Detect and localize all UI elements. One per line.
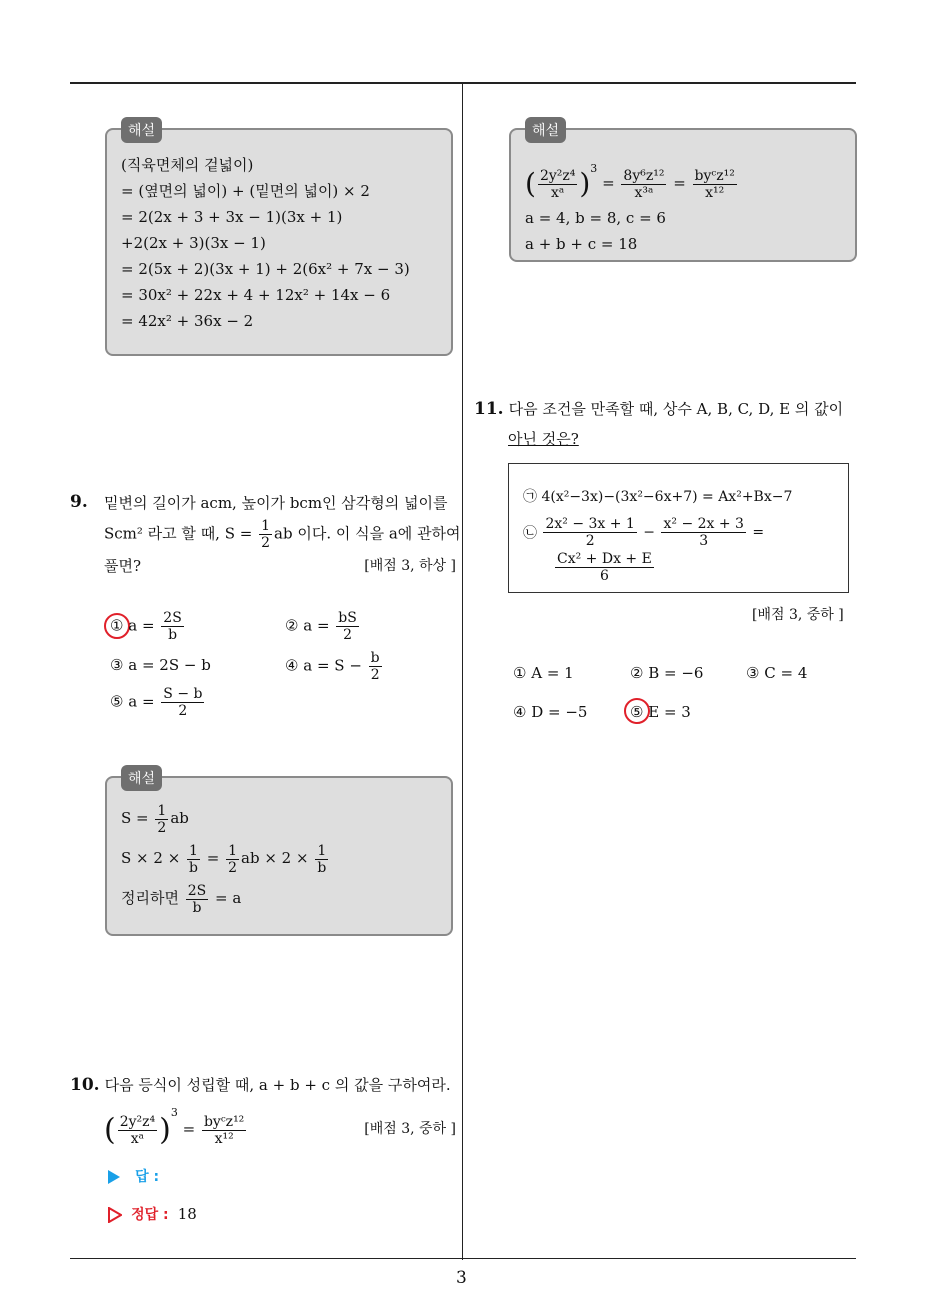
condition-box — [508, 463, 849, 593]
correct-answer-row — [108, 1204, 197, 1224]
question-text — [104, 518, 461, 551]
equation: ( $\frac{\text{2y²z⁴}}{\text{xᵃ}}$ )$^3$ = $\frac{\text{byᶜz¹²}}{\text{x¹²}}$ [배점 3, 중하 ] — [104, 1106, 456, 1148]
solution-line: a + b + c = 18 — [525, 235, 638, 253]
option-4[interactable]: ④ a = S − $\frac{b}{2}$ — [285, 650, 380, 683]
question-text: 다음 등식이 성립할 때, a + b + c 의 값을 구하여라. — [104, 1076, 451, 1094]
solution-line: +2(2x + 3)(3x − 1) — [121, 234, 266, 252]
solution-line: = 2(5x + 2)(3x + 1) + 2(6x² + 7x − 3) — [121, 260, 410, 278]
solution-box-q9 — [105, 771, 453, 936]
question-text — [104, 551, 456, 581]
solution-line: = (옆면의 넓이) + (밑면의 넓이) × 2 — [121, 182, 370, 200]
solution-line: S = $\frac{1}{2}$ ab — [121, 802, 189, 836]
top-rule — [70, 82, 856, 84]
solution-line: ( $\frac{\text{2y²z⁴}}{\text{xᵃ}}$ )$^3$ = $\frac{\text{8y⁶z¹²}}{\text{x³ᵃ}}$ = $\frac{\text{byᶜz¹²}}{\text{x¹²}}$ — [525, 162, 735, 201]
question-text: 밑변의 길이가 acm, 높이가 bcm인 삼각형의 넓이를 — [104, 494, 448, 512]
correct-answer-label: 정답 : — [131, 1207, 169, 1223]
question-9 — [70, 488, 461, 581]
condition-marker: ㉡ — [523, 525, 537, 542]
question-number: 9. — [70, 492, 88, 512]
correct-answer-value: 18 — [177, 1205, 197, 1223]
option-1[interactable]: ① a = $\frac{2S}{b}$ — [110, 610, 182, 643]
outline-arrow-icon — [108, 1207, 122, 1223]
score-meta: [배점 3, 하상 ] — [364, 558, 456, 574]
option-5[interactable]: ⑤ E = 3 — [630, 703, 691, 721]
option-5[interactable]: ⑤ a = $\frac{S - b}{2}$ — [110, 686, 203, 719]
score-meta: [배점 3, 중하 ] — [364, 1121, 456, 1137]
solution-badge: 해설 — [121, 765, 162, 791]
question-number: 11. — [474, 399, 504, 419]
solution-badge: 해설 — [525, 117, 566, 143]
solution-line: S × 2 × $\frac{1}{b}$ = $\frac{1}{2}$ ab × 2 × $\frac{1}{b}$ — [121, 842, 327, 876]
solution-line: = 42x² + 36x − 2 — [121, 312, 254, 330]
solution-box-q10 — [509, 123, 857, 262]
solution-line: (직육면체의 겉넓이) — [121, 156, 254, 174]
option-2[interactable]: ② a = $\frac{bS}{2}$ — [285, 610, 357, 643]
solution-line: a = 4, b = 8, c = 6 — [525, 209, 666, 227]
option-1[interactable]: ① A = 1 — [513, 664, 574, 682]
option-3[interactable]: ③ C = 4 — [746, 664, 808, 682]
solution-box-q8 — [105, 123, 453, 356]
condition-marker: ㉠ — [523, 489, 537, 505]
condition-2: ㉡ $\frac{\text{2x² − 3x + 1}}{2}$ − $\frac{\text{x² − 2x + 3}}{3}$ = — [523, 516, 765, 549]
condition-1: ㉠ 4(x²−3x)−(3x²−6x+7) = Ax²+Bx−7 — [523, 489, 793, 505]
question-text-part: 풀면? — [104, 557, 142, 575]
question-text: 다음 조건을 만족할 때, 상수 A, B, C, D, E 의 값이 — [508, 400, 844, 418]
solution-badge: 해설 — [121, 117, 162, 143]
option-3[interactable]: ③ a = 2S − b — [110, 656, 211, 674]
option-2[interactable]: ② B = −6 — [630, 664, 704, 682]
bottom-rule — [70, 1258, 856, 1259]
solution-line: 정리하면 $\frac{2S}{b}$ = a — [121, 882, 242, 916]
solution-line: = 30x² + 22x + 4 + 12x² + 14x − 6 — [121, 286, 391, 304]
page-number: 3 — [456, 1268, 467, 1288]
question-text-part: ab 이다. 이 식을 a에 관하여 — [274, 524, 461, 543]
play-arrow-icon — [108, 1170, 120, 1184]
answer-label: 답 : — [135, 1169, 160, 1185]
question-number: 10. — [70, 1075, 100, 1095]
question-text-part: Scm² 라고 할 때, S = — [104, 524, 258, 543]
question-10 — [70, 1070, 456, 1148]
question-text: 아닌 것은? — [508, 430, 579, 448]
condition-2-rhs: $\frac{\text{Cx² + Dx + E}}{6}$ — [557, 551, 652, 584]
answer-row — [108, 1166, 159, 1186]
solution-line: = 2(2x + 3 + 3x − 1)(3x + 1) — [121, 208, 343, 226]
fraction: $\frac{1}{2}$ — [261, 518, 271, 551]
column-divider — [462, 84, 463, 1260]
option-4[interactable]: ④ D = −5 — [513, 703, 588, 721]
question-11 — [474, 394, 858, 454]
score-meta: [배점 3, 중하 ] — [752, 607, 844, 623]
